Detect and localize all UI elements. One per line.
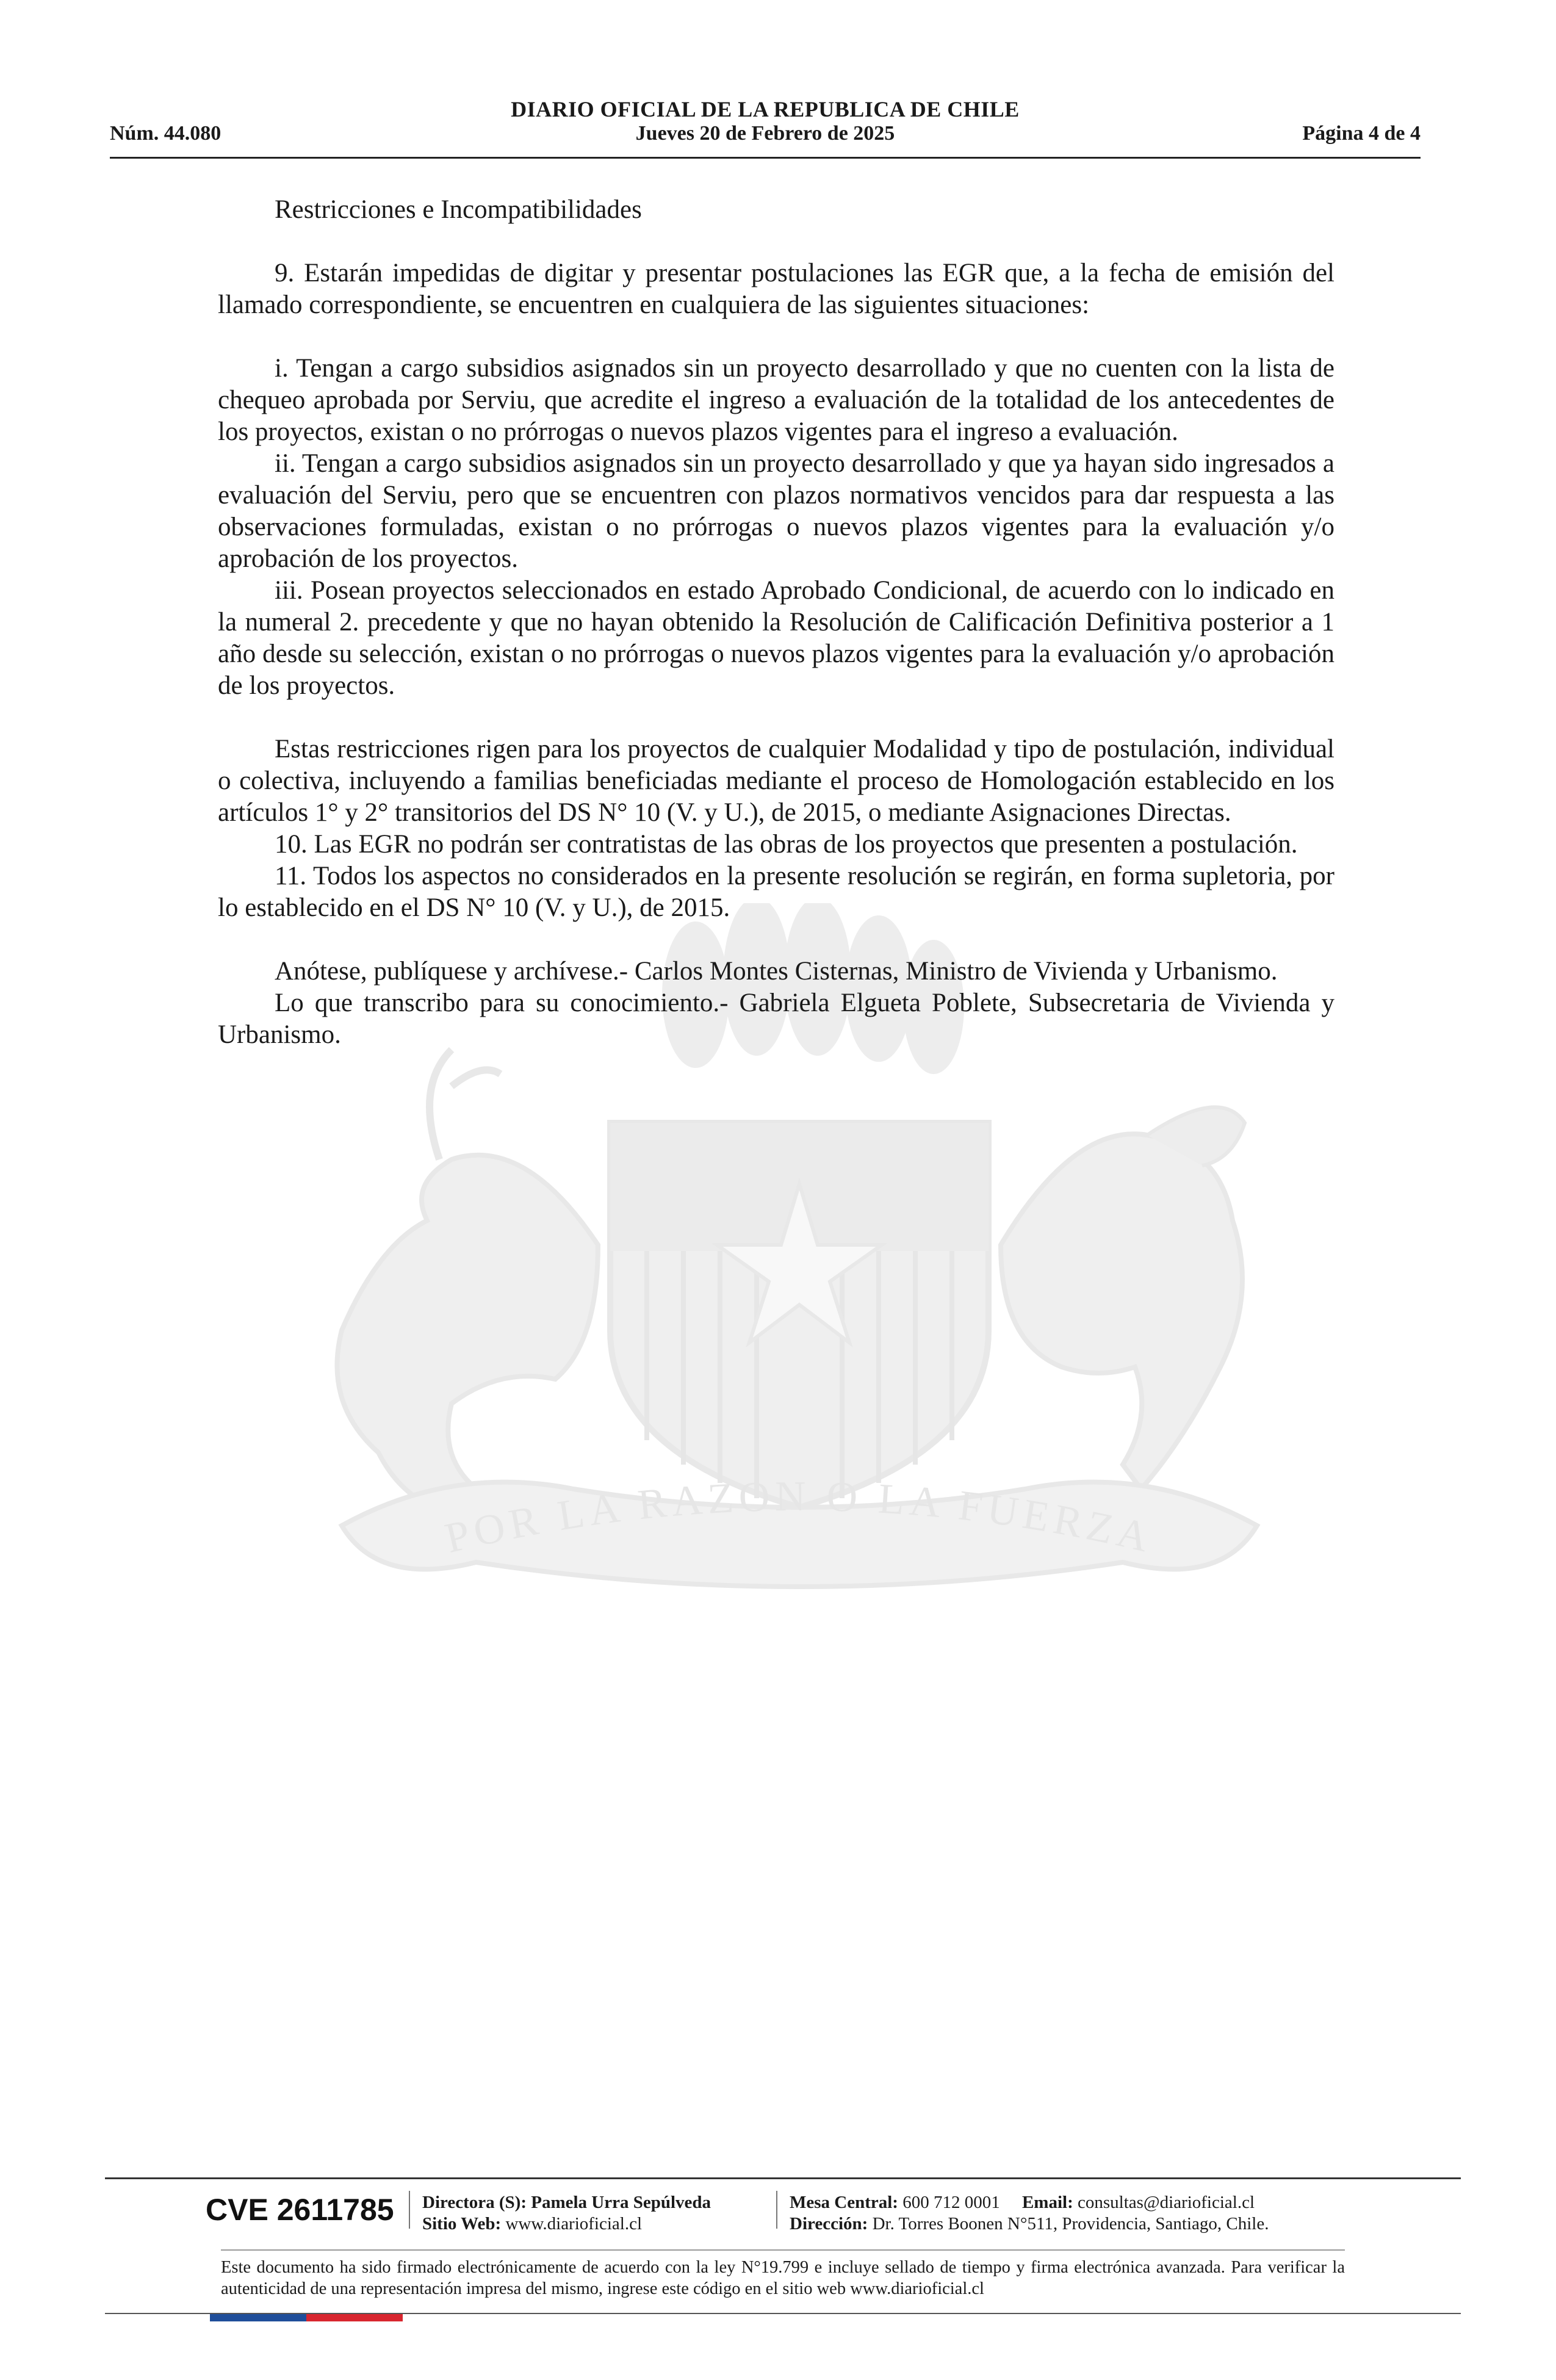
footer-top-divider (105, 2177, 1461, 2179)
legal-notice: Este documento ha sido firmado electrónicamente de acuerdo con la ley N°19.799 e incluye sellado de tiempo y firma electrónica avanzada. Para verificar la autenticidad de una representación impresa del mismo, ingrese este código en el sitio web www.diarioficial.cl (221, 2258, 1345, 2298)
footer-mid-divider (221, 2249, 1345, 2251)
document-body (218, 194, 1334, 1051)
address-label: Dirección: (790, 2214, 868, 2234)
phone-number: 600 712 0001 (902, 2193, 1000, 2212)
publication-title: DIARIO OFICIAL DE LA REPUBLICA DE CHILE (511, 97, 1020, 121)
header-divider (110, 157, 1421, 159)
website-label: Sitio Web: (422, 2214, 502, 2234)
address-text: Dr. Torres Boonen N°511, Providencia, Santiago, Chile. (872, 2214, 1269, 2234)
footer-director-block (422, 2192, 711, 2235)
flag-blue-segment (210, 2314, 306, 2321)
phone-label: Mesa Central: (790, 2193, 898, 2212)
email-label: Email: (1021, 2193, 1073, 2212)
transcription-paragraph: Lo que transcribo para su conocimiento.- Gabriela Elgueta Poblete, Subsecretaria de Vivienda y Urbanismo. (218, 989, 1334, 1049)
page-footer (105, 2177, 1461, 2324)
director-name: Pamela Urra Sepúlveda (531, 2193, 711, 2212)
issue-number: Núm. 44.080 (110, 122, 222, 145)
section-heading: Restricciones e Incompatibilidades (275, 195, 642, 224)
paragraph-10: 10. Las EGR no podrán ser contratistas de las obras de los proyectos que presenten a postulación. (275, 830, 1298, 859)
flag-stripe (210, 2314, 403, 2321)
footer-separator (776, 2191, 777, 2229)
director-label: Directora (S): (422, 2193, 527, 2212)
cve-code: CVE 2611785 (206, 2193, 394, 2227)
flag-red-segment (306, 2314, 403, 2321)
list-item-i: i. Tengan a cargo subsidios asignados sin un proyecto desarrollado y que no cuenten con la lista de chequeo aprobada por Serviu, que acredite el ingreso a evaluación de la totalidad de los antecedentes de los proyectos, existan o no prórrogas o nuevos plazos vigentes para el ingreso a evaluación. (218, 354, 1334, 446)
motto-path: POR LA RAZON O LA FUERZA (441, 1473, 1158, 1563)
website-link[interactable]: www.diarioficial.cl (505, 2214, 643, 2234)
paragraph-9: 9. Estarán impedidas de digitar y presentar postulaciones las EGR que, a la fecha de emisión del llamado correspondiente, se encuentren en cualquiera de las siguientes situaciones: (218, 259, 1334, 319)
page-header (110, 92, 1421, 159)
publication-date: Jueves 20 de Febrero de 2025 (635, 122, 895, 145)
footer-separator (409, 2191, 410, 2229)
paragraph-11: 11. Todos los aspectos no considerados en la presente resolución se regirán, en forma supletoria, por lo establecido en el DS N° 10 (V. y U.), de 2015. (218, 862, 1334, 922)
paragraph-restrictions: Estas restricciones rigen para los proyectos de cualquier Modalidad y tipo de postulación, individual o colectiva, incluyendo a familias beneficiadas mediante el proceso de Homologación establecido en los artículos 1° y 2° transitorios del DS N° 10 (V. y U.), de 2015, o mediante Asignaciones Directas. (218, 735, 1334, 827)
email-link[interactable]: consultas@diarioficial.cl (1078, 2193, 1255, 2212)
footer-contact-block (790, 2192, 1269, 2235)
page-counter: Página 4 de 4 (1302, 122, 1421, 145)
list-item-iii: iii. Posean proyectos seleccionados en estado Aprobado Condicional, de acuerdo con lo indicado en la numeral 2. precedente y que no hayan obtenido la Resolución de Calificación Definitiva posterior a 1 año desde su selección, existan o no prórrogas o nuevos plazos vigentes para la evaluación y/o aprobación de los proyectos. (218, 576, 1334, 700)
closing-paragraph: Anótese, publíquese y archívese.- Carlos Montes Cisternas, Ministro de Vivienda y Urbanismo. (275, 957, 1278, 986)
list-item-ii: ii. Tengan a cargo subsidios asignados sin un proyecto desarrollado y que ya hayan sido ingresados a evaluación del Serviu, pero que se encuentren con plazos normativos vencidos para dar respuesta a las observaciones formuladas, existan o no prórrogas o nuevos plazos vigentes para la evaluación y/o aprobación de los proyectos. (218, 449, 1334, 573)
